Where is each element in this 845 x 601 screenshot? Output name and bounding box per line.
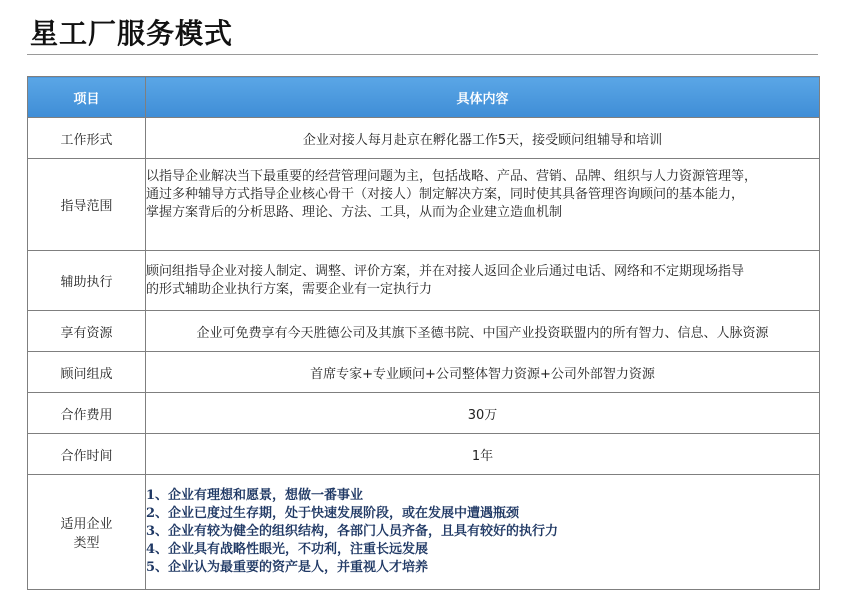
- row-value-assisted-execution: [146, 251, 820, 311]
- applicable-label-line-1: 适用企业: [60, 517, 113, 532]
- row-label-fee: 合作费用: [28, 393, 146, 434]
- row-label-assisted-execution: 辅助执行: [28, 251, 146, 311]
- list-item: 1、企业有理想和愿景，想做一番事业: [146, 488, 364, 503]
- row-value-fee: 30万: [146, 393, 820, 434]
- guidance-line-1: 以指导企业解决当下最重要的经营管理问题为主，包括战略、产品、营销、品牌、组织与人力资源管理等，: [146, 169, 758, 184]
- row-label-shared-resources: 享有资源: [28, 311, 146, 352]
- list-item: 3、企业有较为健全的组织结构，各部门人员齐备，且具有较好的执行力: [146, 524, 559, 539]
- table-header-row: [28, 77, 820, 118]
- header-content: 具体内容: [146, 77, 820, 118]
- table-row-shared-resources: [28, 311, 820, 352]
- row-value-guidance-scope: [146, 159, 820, 251]
- execution-line-2: 的形式辅助企业执行方案，需要企业有一定执行力: [146, 281, 433, 297]
- row-label-applicable-types: [28, 475, 146, 590]
- table-row-work-form: [28, 118, 820, 159]
- row-label-work-form: 工作形式: [28, 118, 146, 159]
- list-item: 4、企业具有战略性眼光，不功利，注重长远发展: [146, 542, 429, 557]
- header-item: 项目: [28, 77, 146, 118]
- table-row-duration: [28, 434, 820, 475]
- list-item: 2、企业已度过生存期，处于快速发展阶段，或在发展中遭遇瓶颈: [146, 506, 520, 521]
- table-row-advisor-team: [28, 352, 820, 393]
- guidance-line-2: 通过多种辅导方式指导企业核心骨干（对接人）制定解决方案，同时使其具备管理咨询顾问的基本能力，: [146, 187, 745, 202]
- row-value-applicable-types: [146, 475, 820, 590]
- list-item: 5、企业认为最重要的资产是人，并重视人才培养: [146, 560, 429, 575]
- execution-line-1: 顾问组指导企业对接人制定、调整、评价方案，并在对接人返回企业后通过电话、网络和不定期现场指导: [146, 263, 745, 279]
- title-divider: [27, 54, 818, 55]
- row-label-advisor-team: 顾问组成: [28, 352, 146, 393]
- table-row-fee: [28, 393, 820, 434]
- guidance-line-3: 掌握方案背后的分析思路、理论、方法、工具，从而为企业建立造血机制: [146, 205, 563, 220]
- service-mode-table: [27, 76, 820, 590]
- row-value-shared-resources: 企业可免费享有今天胜德公司及其旗下圣德书院、中国产业投资联盟内的所有智力、信息、人脉资源: [146, 311, 820, 352]
- applicable-label-line-2: 类型: [73, 536, 100, 551]
- table-row-guidance-scope: [28, 159, 820, 251]
- row-value-advisor-team: 首席专家+专业顾问+公司整体智力资源+公司外部智力资源: [146, 352, 820, 393]
- row-value-work-form: 企业对接人每月赴京在孵化器工作5天，接受顾问组辅导和培训: [146, 118, 820, 159]
- table-row-assisted-execution: [28, 251, 820, 311]
- page-title: 星工厂服务模式: [30, 17, 234, 50]
- row-label-guidance-scope: 指导范围: [28, 159, 146, 251]
- row-value-duration: 1年: [146, 434, 820, 475]
- row-label-duration: 合作时间: [28, 434, 146, 475]
- table-row-applicable-types: [28, 475, 820, 590]
